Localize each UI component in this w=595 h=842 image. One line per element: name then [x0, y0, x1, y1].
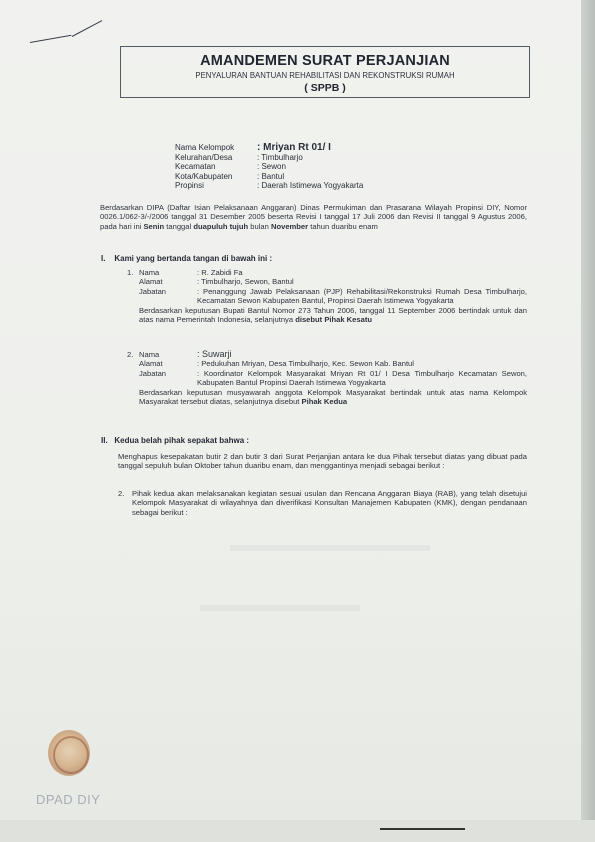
party-value: : Penanggung Jawab Pelaksanaan (PJP) Rehabilitasi/Rekonstruksi Rumah Desa Timbulharjo, Kecamatan Sewon Kabupaten Bantul, Propinsi Daerah Istimewa Yogyakarta [197, 286, 527, 306]
info-value: : Sewon [257, 162, 286, 172]
section-2-item [118, 489, 527, 517]
party-key: Nama [139, 350, 160, 359]
info-row [175, 181, 363, 191]
bleed-through [200, 605, 360, 611]
basis-party: disebut Pihak Kesatu [295, 315, 373, 325]
party-value: : Koordinator Kelompok Masyarakat Mriyan Rt 01/ I Desa Timbulharjo Kecamatan Sewon, Kabupaten Bantul Propinsi Daerah Istimewa Yogyakarta [197, 368, 527, 388]
basis-text: Berdasarkan keputusan Bupati Bantul Nomor 273 Tahun 2006, tanggal 11 September 2006 bertindak untuk dan atas nama Pemerintah Indonesia, selanjutnya [139, 305, 527, 325]
party-row [127, 268, 527, 277]
party-1 [127, 268, 527, 324]
intro-text: Berdasarkan DIPA (Daftar Isian Pelaksanaan Anggaran) Dinas Permukiman dan Prasarana Wilayah Propinsi DIY, Nomor 0026.1/062-3/-/2006 tanggal 31 Desember 2005 beserta Revisi I tanggal 17 Juli 2006 dan Revisi II tanggal 9 Agustus 2006, pada hari ini [100, 203, 527, 231]
party-key: Alamat [139, 359, 163, 369]
party-value: : Suwarji [197, 349, 232, 359]
party-basis [139, 388, 527, 407]
info-label: Kelurahan/Desa [175, 152, 233, 162]
section-1-heading: I. Kami yang bertanda tangan di bawah ini : [101, 254, 273, 263]
party-value: : R. Zabidi Fa [197, 268, 243, 277]
item-text: Pihak kedua akan melaksanakan kegiatan sesuai usulan dan Rencana Anggaran Biaya (RAB), yang telah disetujui Kelompok Masyarakat di wilayahnya dan diverifikasi Konsultan Manajemen Kabupaten (KMK), dengan pendanaan sebagai berikut : [132, 489, 527, 517]
info-value: : Timbulharjo [257, 152, 303, 162]
info-row [175, 153, 363, 163]
info-label: Kecamatan [175, 162, 216, 172]
party-number: 2. [127, 350, 134, 359]
basis-text: Berdasarkan keputusan musyawarah anggota Kelompok Masyarakat bertindak untuk atas nama Kelompok Masyarakat tersebut diatas, selanjutnya disebut [139, 387, 527, 407]
party-key: Nama [139, 268, 160, 277]
title-box [120, 46, 530, 98]
party-key: Jabatan [139, 286, 167, 296]
party-row [127, 359, 527, 368]
page-edge [581, 0, 595, 842]
intro-text: tanggal [164, 221, 194, 231]
party-key: Alamat [139, 277, 163, 287]
intro-date: duapuluh tujuh [193, 221, 249, 231]
item-row [118, 489, 527, 517]
document-code: ( SPPB ) [304, 82, 346, 94]
basis-party: Pihak Kedua [301, 397, 348, 407]
party-row [127, 350, 527, 359]
scan-bottom-band [0, 820, 595, 842]
intro-text: bulan [248, 221, 271, 231]
info-row [175, 162, 363, 172]
document-title: AMANDEMEN SURAT PERJANJIAN [200, 53, 450, 69]
info-row [175, 143, 363, 153]
party-number: 1. [127, 268, 134, 277]
intro-day: Senin [143, 221, 165, 231]
info-value: : Bantul [257, 171, 285, 181]
info-row [175, 172, 363, 182]
section-2-paragraph: Menghapus kesepakatan butir 2 dan butir 3 dari Surat Perjanjian antara ke dua Pihak tersebut diatas yang dibuat pada tanggal sepuluh bulan Oktober tahun duaribu enam, dan menggantinya menjadi sebagai berikut : [118, 452, 527, 471]
info-label: Nama Kelompok [175, 143, 235, 152]
info-label: Propinsi [175, 181, 204, 191]
watermark: DPAD DIY [36, 792, 101, 807]
intro-month: November [270, 221, 309, 231]
party-basis [139, 306, 527, 325]
intro-paragraph [100, 203, 527, 231]
footer-line [380, 828, 465, 830]
party-value: : Timbulharjo, Sewon, Bantul [197, 277, 294, 287]
party-row [127, 287, 527, 306]
party-2 [127, 350, 527, 406]
party-value: : Pedukuhan Mriyan, Desa Timbulharjo, Kec. Sewon Kab. Bantul [197, 359, 414, 369]
intro-text: tahun duaribu enam [308, 221, 378, 231]
info-value: : Daerah Istimewa Yogyakarta [257, 181, 364, 191]
party-key: Jabatan [139, 368, 167, 378]
party-row [127, 277, 527, 286]
item-number: 2. [118, 489, 125, 498]
seal-emblem [53, 736, 89, 774]
info-label: Kota/Kabupaten [175, 171, 233, 181]
info-value: : Mriyan Rt 01/ I [257, 142, 331, 153]
document-subtitle: PENYALURAN BANTUAN REHABILITASI DAN REKONSTRUKSI RUMAH [195, 71, 455, 80]
party-row [127, 369, 527, 388]
section-2-heading: II. Kedua belah pihak sepakat bahwa : [101, 436, 250, 445]
bleed-through [230, 545, 430, 551]
group-info [175, 143, 363, 191]
